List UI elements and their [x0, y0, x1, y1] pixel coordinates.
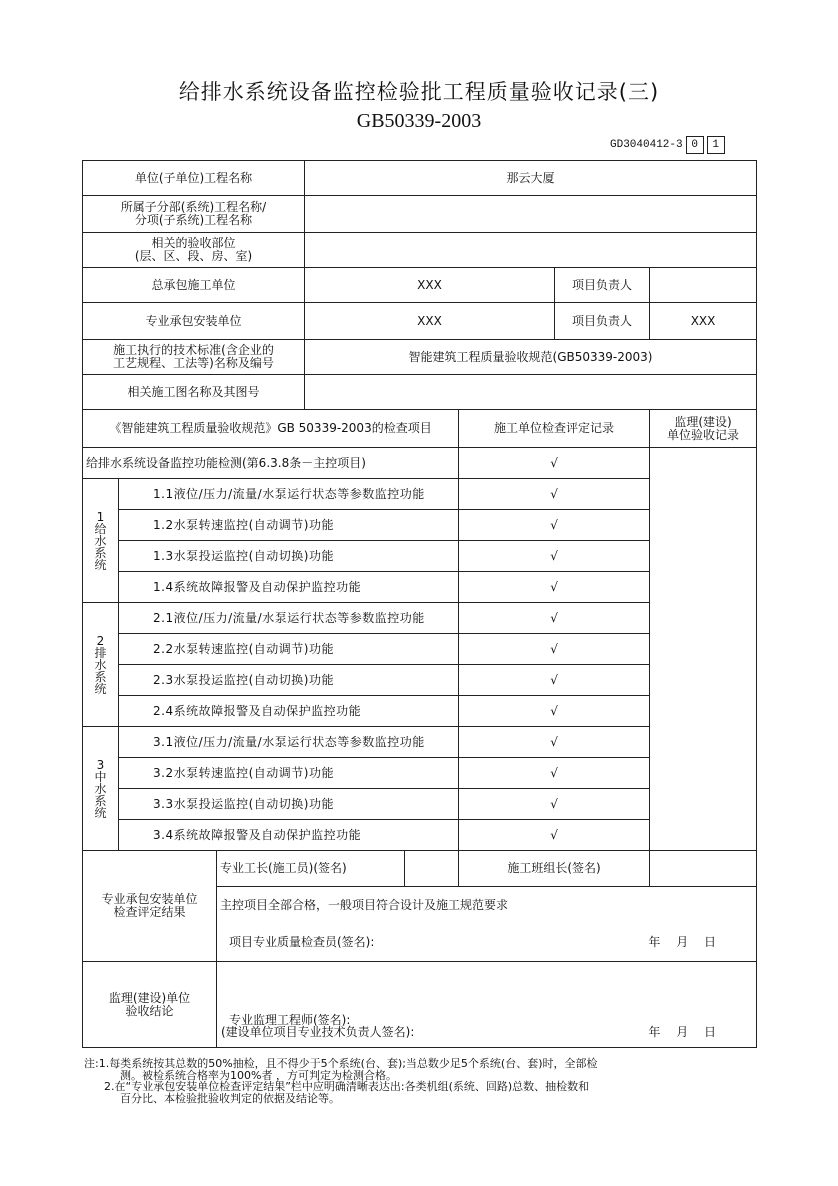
item-label: 1.2水泵转速监控(自动调节)功能 [119, 510, 459, 541]
gc-manager-value[interactable] [650, 268, 757, 303]
tech-std-label [83, 340, 305, 375]
column-header-items: 《智能建筑工程质量验收规范》GB 50339-2003的检查项目 [83, 410, 459, 448]
contractor-date[interactable]: 年 月 日 [648, 935, 717, 950]
item-check[interactable]: √ [459, 572, 650, 603]
project-name-label: 单位(子单位)工程名称 [83, 161, 305, 196]
drawing-value[interactable] [305, 375, 757, 410]
form-code-box-2: 1 [707, 136, 725, 154]
item-label: 3.1液位/压力/流量/水泵运行状态等参数监控功能 [119, 727, 459, 758]
tech-std-label-line1: 施工执行的技术标准(含企业的 [113, 343, 274, 358]
sc-manager-label: 项目负责人 [555, 303, 650, 340]
group-3-label [83, 727, 119, 851]
subproject-label [83, 196, 305, 233]
column-header-supervisor-record [650, 410, 757, 448]
contractor-eval-label-line1: 专业承包安装单位 [101, 892, 198, 907]
group-1-char: 水 [94, 533, 107, 548]
item-label: 3.3水泵投运监控(自动切换)功能 [119, 789, 459, 820]
item-check[interactable]: √ [459, 510, 650, 541]
general-contractor-label: 总承包施工单位 [83, 268, 305, 303]
group-2-char: 统 [94, 681, 107, 696]
special-contractor-value[interactable]: XXX [305, 303, 555, 340]
supervisor-record-cell[interactable] [650, 448, 757, 851]
team-leader-signature[interactable] [650, 851, 757, 887]
group-1-char: 给 [94, 521, 107, 536]
subproject-label-line1: 所属子分部(系统)工程名称/ [120, 200, 267, 215]
acceptance-record-table [82, 160, 757, 1048]
item-label: 2.1液位/压力/流量/水泵运行状态等参数监控功能 [119, 603, 459, 634]
item-label: 2.2水泵转速监控(自动调节)功能 [119, 634, 459, 665]
item-check[interactable]: √ [459, 758, 650, 789]
group-2-char: 水 [94, 657, 107, 672]
group-2-char: 系 [94, 669, 107, 684]
group-3-char: 系 [94, 793, 107, 808]
engineer-label-line2: (建设单位项目专业技术负责人签名): [221, 1025, 415, 1040]
supervisor-eval-label-line2: 验收结论 [125, 1003, 174, 1018]
tech-std-label-line2: 工艺规程、工法等)名称及编号 [113, 356, 274, 370]
form-title: 给排水系统设备监控检验批工程质量验收记录(三) [178, 80, 660, 104]
inspector-label: 项目专业质量检查员(签名): [229, 935, 375, 950]
main-item-check[interactable]: √ [459, 448, 650, 479]
group-2-char: 排 [94, 645, 107, 660]
item-label: 2.4系统故障报警及自动保护监控功能 [119, 696, 459, 727]
main-item-label: 给排水系统设备监控功能检测(第6.3.8条－主控项目) [83, 448, 459, 479]
group-2-label [83, 603, 119, 727]
special-contractor-label: 专业承包安装单位 [83, 303, 305, 340]
location-value[interactable] [305, 233, 757, 268]
subproject-label-line2: 分项(子系统)工程名称 [134, 213, 253, 227]
column-header-supervisor-line2: 单位验收记录 [667, 427, 740, 442]
sc-manager-value[interactable]: XXX [650, 303, 757, 340]
supervisor-eval-label-line1: 监理(建设)单位 [108, 990, 191, 1005]
item-check[interactable]: √ [459, 541, 650, 572]
team-leader-label: 施工班组长(签名) [459, 851, 650, 887]
group-1-label [83, 479, 119, 603]
contractor-eval-label-line2: 检查评定结果 [113, 905, 186, 919]
standard-code: GB50339-2003 [356, 110, 482, 132]
tech-std-value[interactable]: 智能建筑工程质量验收规范(GB50339-2003) [305, 340, 757, 375]
contractor-result[interactable]: 主控项目全部合格，一般项目符合设计及施工规范要求 [217, 887, 757, 925]
drawing-label: 相关施工图名称及其图号 [83, 375, 305, 410]
item-check[interactable]: √ [459, 479, 650, 510]
form-code [610, 136, 725, 154]
note-line-2: 测。被检系统合格率为100%者 ，方可判定为检测合格。 [120, 1068, 397, 1082]
subproject-value[interactable] [305, 196, 757, 233]
note-line-4: 百分比、本检验批验收判定的依据及结论等。 [120, 1091, 340, 1105]
item-check[interactable]: √ [459, 789, 650, 820]
group-1-char: 统 [94, 557, 107, 572]
form-code-box-1: 0 [686, 136, 704, 154]
foreman-signature[interactable] [405, 851, 459, 887]
column-header-supervisor-line1: 监理(建设) [674, 414, 732, 429]
group-3-char: 中 [94, 769, 107, 784]
foreman-label: 专业工长(施工员)(签名) [217, 851, 405, 887]
item-check[interactable]: √ [459, 820, 650, 851]
group-2-char: 2 [96, 633, 105, 648]
supervisor-eval-label [83, 962, 217, 1048]
item-label: 1.4系统故障报警及自动保护监控功能 [119, 572, 459, 603]
location-label-line2: (层、区、段、房、室) [134, 249, 253, 263]
note-line-3: 2.在“专业承包安装单位检查评定结果”栏中应明确清晰表达出:各类机组(系统、回路)总数、抽检数和 [104, 1080, 590, 1094]
item-check[interactable]: √ [459, 603, 650, 634]
note-line-1: 注:1.每类系统按其总数的50%抽检，且不得少于5个系统(台、套);当总数少足5个系统(台、套)时，全部检 [84, 1057, 598, 1070]
contractor-inspector-row [217, 925, 757, 962]
supervisor-date[interactable]: 年 月 日 [648, 1025, 717, 1040]
supervisor-eval-content[interactable] [217, 962, 757, 1048]
notes [84, 1058, 734, 1104]
item-check[interactable]: √ [459, 665, 650, 696]
item-label: 1.1液位/压力/流量/水泵运行状态等参数监控功能 [119, 479, 459, 510]
project-name-value[interactable]: 那云大厦 [305, 161, 757, 196]
gc-manager-label: 项目负责人 [555, 268, 650, 303]
contractor-eval-label [83, 851, 217, 962]
column-header-contractor-record: 施工单位检查评定记录 [459, 410, 650, 448]
group-1-char: 1 [96, 509, 105, 524]
item-label: 2.3水泵投运监控(自动切换)功能 [119, 665, 459, 696]
item-label: 3.2水泵转速监控(自动调节)功能 [119, 758, 459, 789]
group-3-char: 3 [96, 757, 105, 772]
item-label: 3.4系统故障报警及自动保护监控功能 [119, 820, 459, 851]
item-label: 1.3水泵投运监控(自动切换)功能 [119, 541, 459, 572]
general-contractor-value[interactable]: XXX [305, 268, 555, 303]
item-check[interactable]: √ [459, 696, 650, 727]
item-check[interactable]: √ [459, 727, 650, 758]
item-check[interactable]: √ [459, 634, 650, 665]
group-3-char: 统 [94, 805, 107, 820]
location-label-line1: 相关的验收部位 [151, 236, 236, 251]
group-3-char: 水 [94, 781, 107, 796]
group-1-char: 系 [94, 545, 107, 560]
form-code-text: GD3040412-3 [610, 139, 683, 151]
location-label [83, 233, 305, 268]
engineer-label-line1: 专业监理工程师(签名): [229, 1012, 351, 1027]
